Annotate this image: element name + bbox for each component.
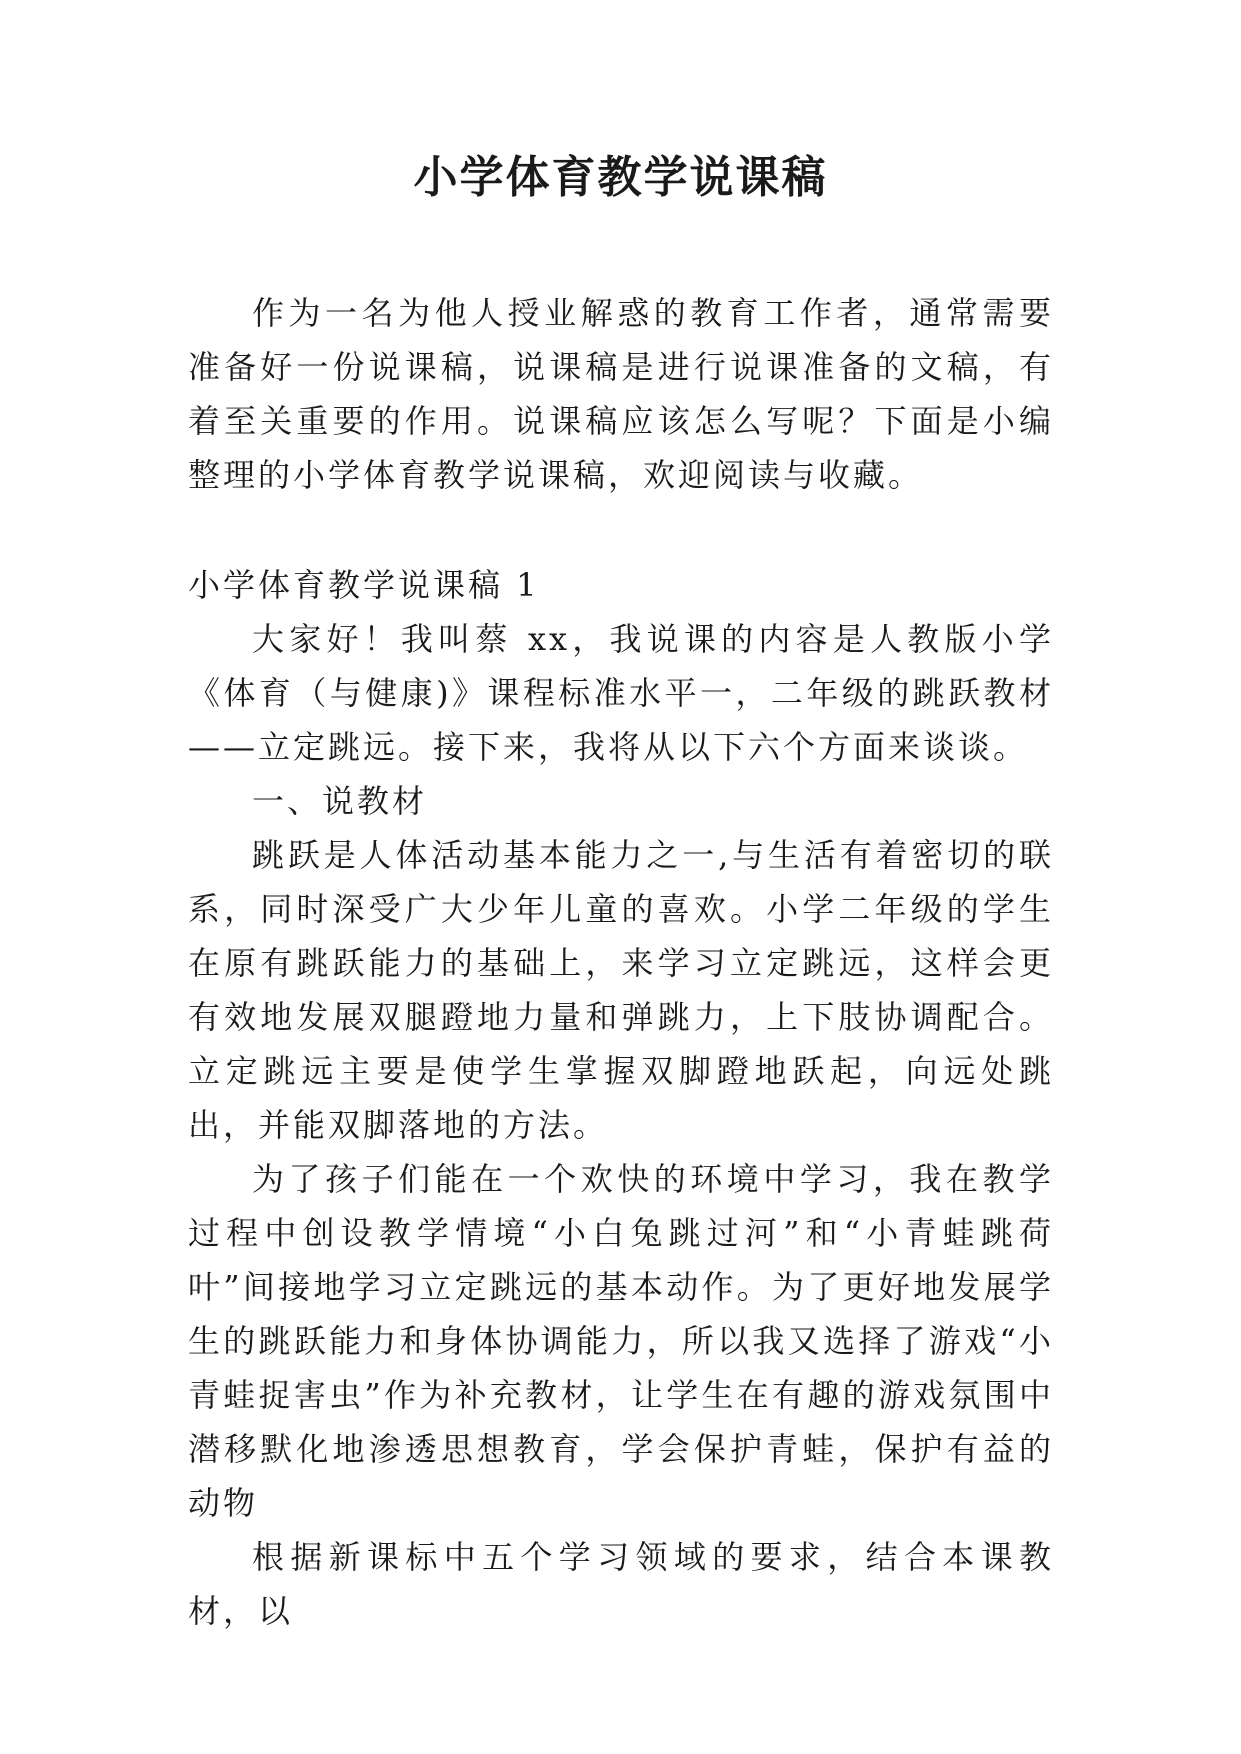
document-body <box>188 286 1054 1638</box>
intro-paragraph: 作为一名为他人授业解惑的教育工作者，通常需要准备好一份说课稿，说课稿是进行说课准备的文稿，有着至关重要的作用。说课稿应该怎么写呢？下面是小编整理的小学体育教学说课稿，欢迎阅读与收藏。 <box>188 294 1054 494</box>
document-title: 小学体育教学说课稿 <box>413 152 828 203</box>
body-paragraph-2: 跳跃是人体活动基本能力之一,与生活有着密切的联系，同时深受广大少年儿童的喜欢。小学二年级的学生在原有跳跃能力的基础上，来学习立定跳远，这样会更有效地发展双腿蹬地力量和弹跳力，上下肢协调配合。立定跳远主要是使学生掌握双脚蹬地跃起，向远处跳出，并能双脚落地的方法。 <box>188 836 1054 1144</box>
paragraph-spacer <box>188 502 1054 558</box>
subsection-heading: 一、说教材 <box>252 782 428 820</box>
body-paragraph-3: 为了孩子们能在一个欢快的环境中学习，我在教学过程中创设教学情境“小白兔跳过河”和“小青蛙跳荷叶”间接地学习立定跳远的基本动作。为了更好地发展学生的跳跃能力和身体协调能力，所以我又选择了游戏“小青蛙捉害虫”作为补充教材，让学生在有趣的游戏氛围中潜移默化地渗透思想教育，学会保护青蛙，保护有益的动物 <box>188 1160 1054 1522</box>
section-heading: 小学体育教学说课稿 1 <box>188 566 540 604</box>
body-paragraph-4: 根据新课标中五个学习领域的要求，结合本课教材，以 <box>188 1538 1054 1630</box>
body-paragraph-1: 大家好！我叫蔡 xx，我说课的内容是人教版小学《体育（与健康)》课程标准水平一，二年级的跳跃教材——立定跳远。接下来，我将从以下六个方面来谈谈。 <box>188 620 1054 766</box>
